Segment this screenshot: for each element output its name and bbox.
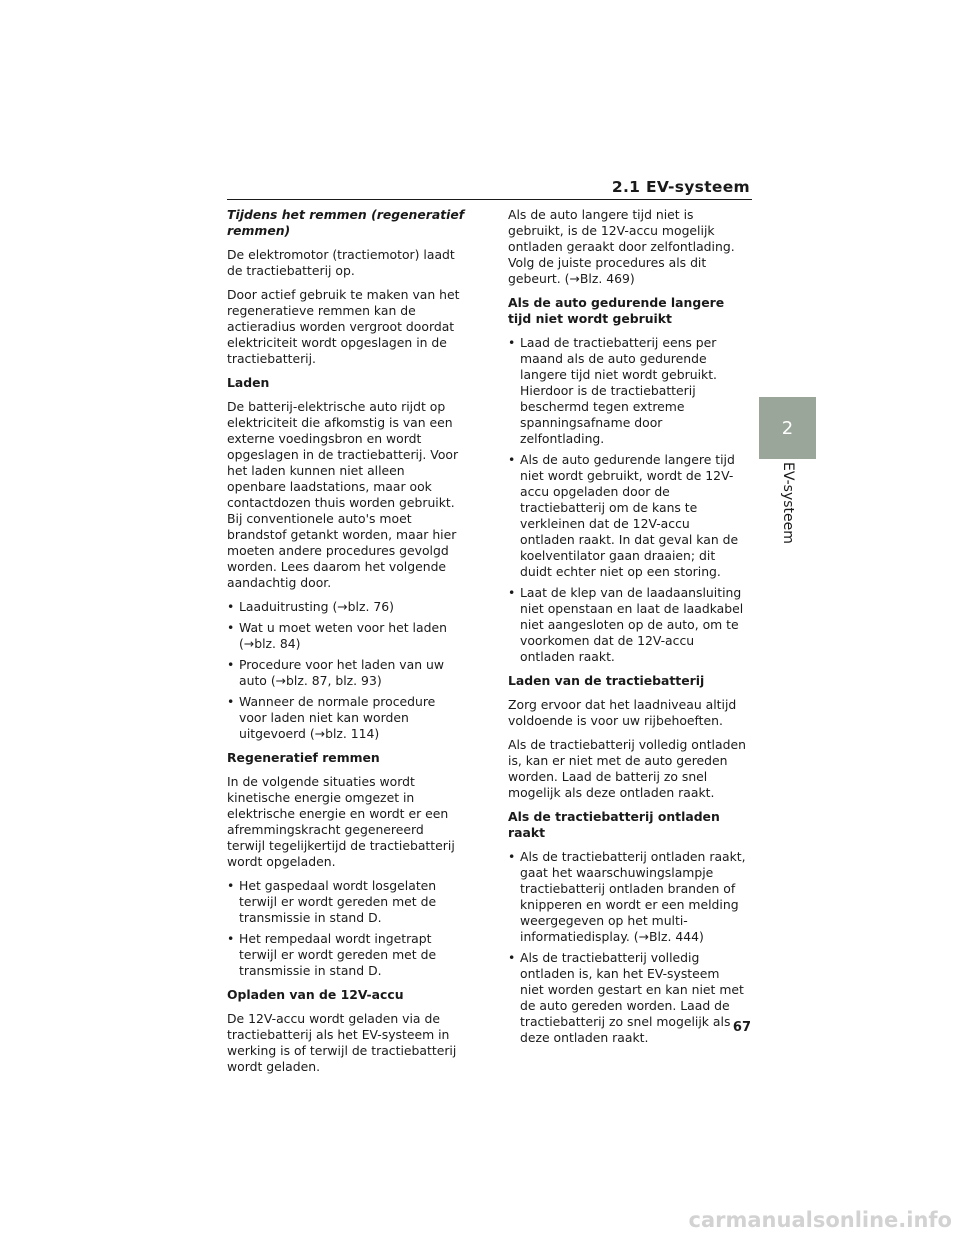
heading-unused: Als de auto gedurende langere tijd niet wordt gebruikt [508,295,725,326]
unused-list [508,335,746,665]
right-column [508,207,746,1054]
header-divider [227,199,752,200]
paragraph-regen-1: De elektromotor (tractiemotor) laadt de tractiebatterij op. [227,247,455,278]
list-item: • Het rempedaal wordt ingetrapt terwijl er wordt gereden met de transmissie in stand D. [227,931,465,979]
watermark: carmanualsonline.info [688,1208,952,1232]
heading-charging: Laden [227,375,270,390]
list-item: • Laat de klep van de laadaansluiting niet openstaan en laat de laadkabel niet aangesloten op de auto, om te voorkomen dat de 12V-accu ontladen raakt. [508,585,746,665]
list-item: • Het gaspedaal wordt losgelaten terwijl er wordt gereden met de transmissie in stand D. [227,878,465,926]
charging-list [227,599,465,742]
list-item: • Laad de tractiebatterij eens per maand als de auto gedurende langere tijd niet wordt gebruikt. Hierdoor is de tractiebatterij beschermd tegen extreme spanningsafname door zelfontlading. [508,335,746,447]
heading-discharged: Als de tractiebatterij ontladen raakt [508,809,720,840]
paragraph-12v: De 12V-accu wordt geladen via de tractiebatterij als het EV-systeem in werking is of terwijl de tractiebatterij wordt geladen. [227,1011,457,1074]
page-number: 67 [732,1020,751,1035]
list-item: • Als de auto gedurende langere tijd niet wordt gebruikt, wordt de 12V-accu opgeladen door de tractiebatterij om de kans te verkleinen dat de 12V-accu ontladen raakt. In dat geval kan de koelventilator gaan draaien; dit duidt echter niet op een storing. [508,452,746,580]
section-title: 2.1 EV-systeem [611,178,750,196]
discharged-list [508,849,746,1046]
list-item: • Procedure voor het laden van uw auto (→blz. 87, blz. 93) [227,657,465,689]
list-item: • Wanneer de normale procedure voor laden niet kan worden uitgevoerd (→blz. 114) [227,694,465,742]
list-item: • Als de tractiebatterij ontladen raakt, gaat het waarschuwingslampje tractiebatterij ontladen branden of knipperen en wordt er een melding weergegeven op het multi-informatiedisplay. (→Blz. 444) [508,849,746,945]
paragraph-charge-2: Als de tractiebatterij volledig ontladen is, kan er niet met de auto gereden worden. Laad de batterij zo snel mogelijk als deze ontladen raakt. [508,737,746,800]
left-column [227,207,465,1083]
heading-regen: Regeneratief remmen [227,750,380,765]
chapter-label: EV-systeem [780,462,796,544]
list-item: • Laaduitrusting (→blz. 76) [227,599,465,615]
paragraph-regen: In de volgende situaties wordt kinetische energie omgezet in elektrische energie en wordt er een afremmingskracht gegenereerd terwijl tegelijkertijd de tractiebatterij wordt opgeladen. [227,774,455,869]
regen-list [227,878,465,979]
heading-12v: Opladen van de 12V-accu [227,987,404,1002]
list-item: • Als de tractiebatterij volledig ontladen is, kan het EV-systeem niet worden gestart en kan niet met de auto gereden worden. Laad de tractiebatterij zo snel mogelijk als deze ontladen raakt. [508,950,746,1046]
paragraph-charging: De batterij-elektrische auto rijdt op elektriciteit die afkomstig is van een externe voedingsbron en wordt opgeslagen in de tractiebatterij. Voor het laden kunnen niet alleen openbare laadstations, maar ook contactdozen thuis worden gebruikt. Bij conventionele auto's moet brandstof getankt worden, maar hier moeten andere procedures gevolgd worden. Lees daarom het volgende aandachtig door. [227,399,459,590]
paragraph-charge-1: Zorg ervoor dat het laadniveau altijd voldoende is voor uw rijbehoeften. [508,697,737,728]
paragraph-unused: Als de auto langere tijd niet is gebruikt, is de 12V-accu mogelijk ontladen geraakt door zelfontlading. Volg de juiste procedures als dit gebeurt. (→Blz. 469) [508,207,735,286]
list-item: • Wat u moet weten voor het laden (→blz. 84) [227,620,465,652]
heading-regen-braking: Tijdens het remmen (regeneratief remmen) [227,207,465,238]
paragraph-regen-2: Door actief gebruik te maken van het regeneratieve remmen kan de actieradius worden vergroot doordat elektriciteit wordt opgeslagen in de tractiebatterij. [227,287,460,366]
chapter-tab: 2 [759,397,816,459]
heading-charge-traction: Laden van de tractiebatterij [508,673,705,688]
